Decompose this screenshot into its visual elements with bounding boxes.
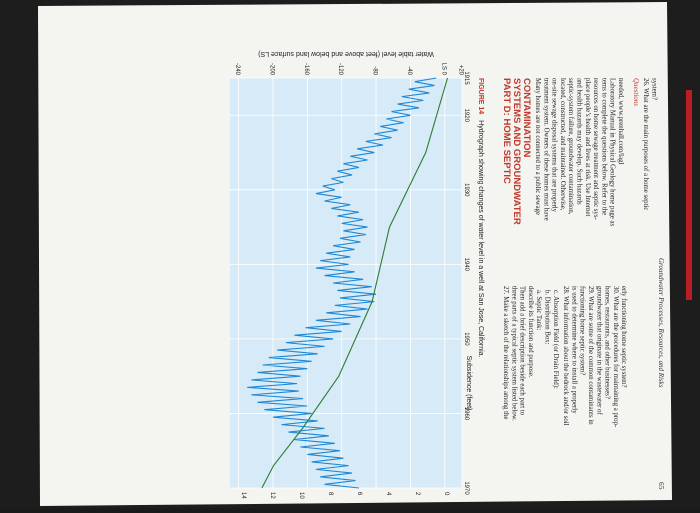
body-line: on-site sewage disposal systems that are properly bbox=[550, 78, 558, 213]
q28-line: 28. What information about the bedrock and/or soil bbox=[562, 286, 570, 426]
section-heading-line-3: CONTAMINATION bbox=[521, 78, 532, 158]
left-tick-label: -200 bbox=[268, 62, 275, 75]
figure-caption-text: Hydrograph showing changes of water level in a well at San Jose, California. bbox=[477, 120, 484, 358]
q29-line: 29. What are some of the common contaminants in bbox=[587, 286, 594, 425]
body-line: Laboratory Manual in Physical Geology home page as bbox=[608, 78, 616, 227]
q30-line: 30. What are the procedures for maintaining a prop- bbox=[611, 286, 619, 428]
q27-item: c. Absorption Field (or Drain Field): bbox=[551, 290, 559, 389]
body-line: and health hazards may develop. Such hazards bbox=[575, 78, 583, 205]
right-axis-label: Subsidence (feet) bbox=[465, 355, 472, 411]
q27-line: describe its function and purpose. bbox=[526, 286, 534, 378]
left-tick-label: -120 bbox=[337, 62, 344, 75]
body-line: septic-system failure, groundwater contamination, bbox=[567, 78, 575, 215]
left-tick-label: LS 0 bbox=[440, 62, 447, 75]
body-line: needed, www.prenhall.com/lagl bbox=[617, 78, 624, 165]
x-tick-label: 1970 bbox=[463, 481, 469, 495]
right-tick-label: 10 bbox=[298, 492, 304, 499]
q26-line: system? bbox=[650, 78, 658, 100]
q29-line: homes, restaurants, and other businesses? bbox=[603, 286, 611, 399]
body-line: tems to complete the questions below. Refer to the bbox=[600, 78, 608, 216]
right-tick-label: 0 bbox=[443, 492, 449, 496]
questions-heading: Questions bbox=[632, 78, 640, 106]
section-heading-line-2: SYSTEMS AND GROUNDWATER bbox=[511, 78, 522, 225]
q27-line: 27. Make a sketch of the relationships among the bbox=[502, 286, 509, 420]
x-tick-label: 1915 bbox=[463, 71, 469, 85]
body-line: place people’s health and lives at risk. Use Internet bbox=[583, 78, 591, 217]
left-tick-label: -240 bbox=[234, 62, 241, 75]
q26-line: 26. What are the main purposes of a home septic bbox=[642, 78, 649, 211]
section-heading-line-1: PART D: HOME SEPTIC bbox=[501, 78, 512, 184]
q29-line: groundwater that originate in the wastewater of bbox=[595, 286, 603, 415]
right-tick-label: 2 bbox=[414, 492, 420, 496]
chart-plot-area bbox=[230, 78, 462, 488]
q28-line: functioning home septic system? bbox=[578, 286, 586, 376]
x-tick-label: 1930 bbox=[463, 183, 469, 197]
left-tick-label: +20 bbox=[457, 64, 464, 75]
q27-line: Then add a brief description beside each part to bbox=[518, 286, 526, 416]
q30-line: erly functioning home septic system? bbox=[620, 286, 628, 388]
body-line: located, constructed, and maintained. Otherwise, bbox=[558, 78, 566, 211]
section-body bbox=[534, 78, 624, 227]
left-tick-label: -80 bbox=[371, 66, 378, 75]
left-tick-label: -40 bbox=[405, 66, 412, 75]
body-line: Many homes are not connected to a public sewage bbox=[534, 78, 541, 216]
q27-item: a. Septic Tank: bbox=[535, 290, 543, 331]
x-tick-label: 1920 bbox=[463, 108, 469, 122]
page-number: 65 bbox=[657, 482, 666, 490]
right-tick-label: 4 bbox=[385, 492, 391, 496]
edge-tab bbox=[686, 90, 692, 300]
left-axis-label: Water table level (feet above and below land surface LS) bbox=[258, 50, 434, 57]
q27-line: three parts of a typical septic system listed below. bbox=[510, 286, 518, 421]
x-tick-label: 1950 bbox=[463, 332, 469, 346]
right-tick-label: 12 bbox=[269, 492, 275, 499]
q27-item: b. Distribution Box: bbox=[543, 290, 551, 345]
right-tick-label: 8 bbox=[327, 492, 333, 496]
running-title: Groundwater Processes, Resources, and Risks bbox=[657, 258, 665, 388]
x-tick-label: 1940 bbox=[463, 257, 469, 272]
hydrograph-chart bbox=[230, 50, 472, 499]
q28-line: is used to determine where to install a properly bbox=[570, 286, 578, 414]
x-tick-label: 1960 bbox=[463, 406, 469, 421]
left-tick-label: -160 bbox=[302, 62, 309, 75]
figure-label: FIGURE 14 bbox=[477, 78, 484, 115]
right-tick-label: 6 bbox=[356, 492, 362, 496]
body-line: treatment system. Owners of these homes must have bbox=[542, 78, 550, 221]
right-tick-label: 14 bbox=[240, 492, 246, 499]
body-line: resources on home sewage treatment and septic sys- bbox=[592, 78, 600, 220]
figure-caption bbox=[477, 78, 484, 358]
